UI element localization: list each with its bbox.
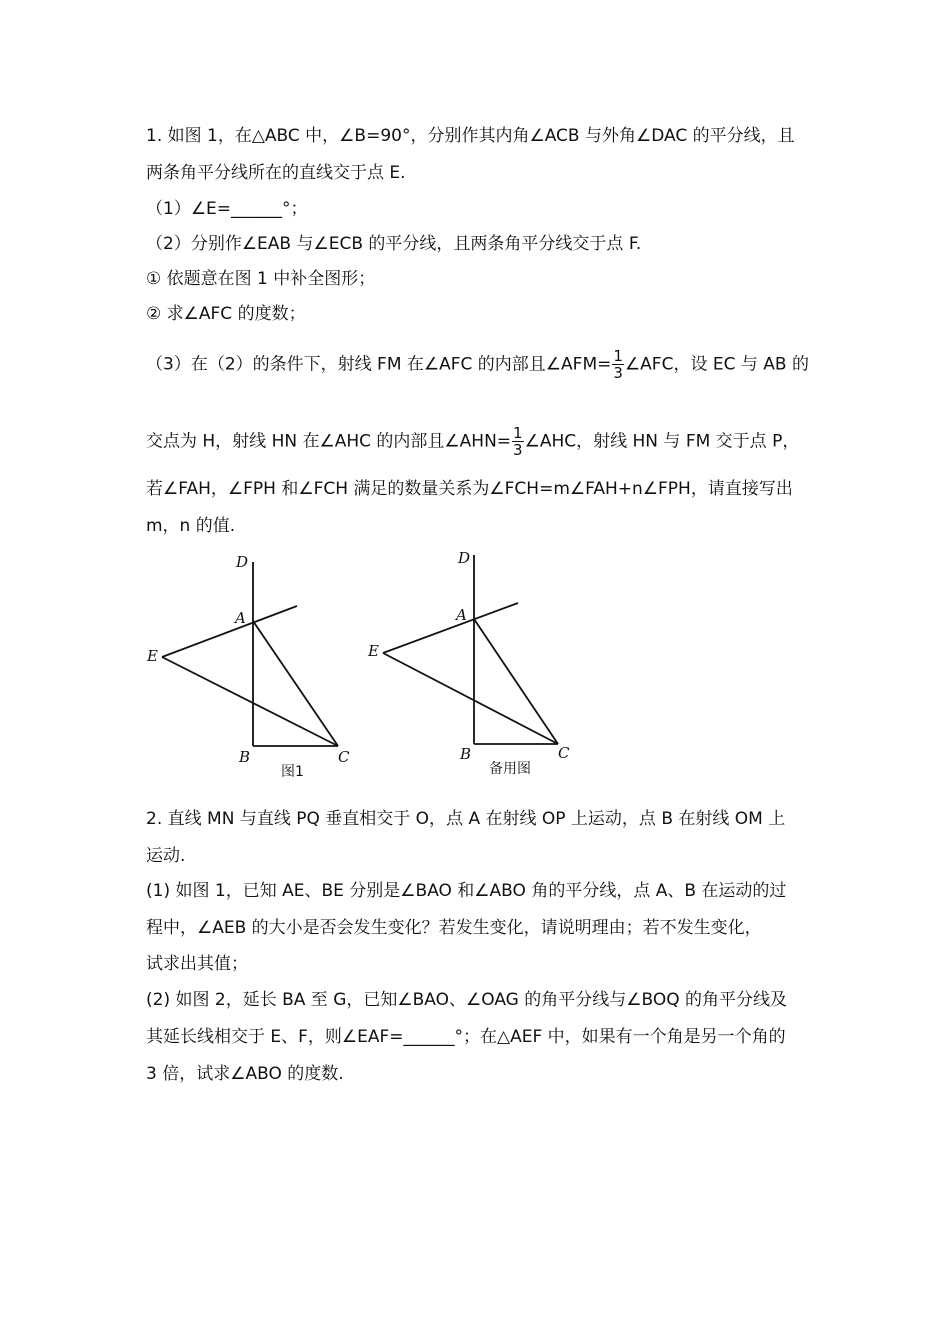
q1-sub2: ② 求∠AFC 的度数；: [146, 304, 306, 324]
figure-backup-labels: [367, 549, 570, 777]
label-C: C: [338, 748, 350, 766]
q1-part2: （2）分别作∠EAB 与∠ECB 的平分线，且两条角平分线交于点 F.: [146, 234, 642, 254]
q1-line-end: m，n 的值.: [146, 516, 236, 536]
fraction-one-third: [612, 348, 624, 381]
label-A: A: [235, 609, 246, 627]
q2-p1-a: (1) 如图 1，已知 AE、BE 分别是∠BAO 和∠ABO 角的平分线，点 A、B 在运动的过: [146, 881, 787, 901]
q2-p1-c: 试求出其值；: [146, 954, 248, 974]
line-EA-extended: [383, 603, 518, 653]
fraction-denominator: 3: [613, 364, 623, 382]
q1-line-h-text-b: ∠AHC，射线 HN 与 FM 交于点 P，: [524, 431, 800, 452]
q1-line1: 1. 如图 1，在△ABC 中，∠B=90°，分别作其内角∠ACB 与外角∠DAC 的平分线，且: [146, 126, 795, 146]
q1-part1: （1）∠E=______°；: [146, 199, 308, 219]
figure-backup-caption: 备用图: [489, 761, 531, 777]
q1-part3-text-b: ∠AFC，设 EC 与 AB 的: [624, 354, 809, 375]
fraction-numerator: 1: [513, 424, 523, 442]
label-E: E: [147, 647, 158, 665]
fraction-one-third-2: [512, 425, 524, 458]
label-C: C: [558, 744, 570, 762]
figure-backup: [383, 555, 558, 744]
q2-p1-b: 程中，∠AEB 的大小是否会发生变化？若发生变化，请说明理由；若不发生变化，: [146, 918, 762, 938]
q1-line2: 两条角平分线所在的直线交于点 E.: [146, 163, 406, 183]
label-D: D: [236, 553, 249, 571]
label-B: B: [239, 748, 251, 766]
figure-1: [162, 562, 338, 746]
q1-part3-text-a: （3）在（2）的条件下，射线 FM 在∠AFC 的内部且∠AFM=: [146, 354, 612, 375]
label-B: B: [460, 745, 472, 763]
q2-p2-b: 其延长线相交于 E、F，则∠EAF=______°；在△AEF 中，如果有一个角是另一个角的: [146, 1027, 786, 1047]
line-EC: [162, 657, 338, 746]
q1-line-rel: 若∠FAH，∠FPH 和∠FCH 满足的数量关系为∠FCH=m∠FAH+n∠FPH，请直接写出: [146, 479, 793, 499]
line-AC: [253, 621, 338, 746]
label-E: E: [368, 642, 379, 660]
q1-sub1: ① 依题意在图 1 中补全图形；: [146, 269, 376, 289]
fraction-numerator: 1: [613, 347, 623, 365]
line-EA-extended: [162, 606, 297, 657]
line-EC: [383, 653, 558, 744]
label-D: D: [458, 549, 471, 567]
fraction-denominator: 3: [513, 441, 523, 459]
q1-line-h-text-a: 交点为 H，射线 HN 在∠AHC 的内部且∠AHN=: [146, 431, 512, 452]
q1-line-h: [146, 425, 799, 458]
line-AC: [474, 619, 558, 744]
label-A: A: [456, 606, 467, 624]
q2-p2-c: 3 倍，试求∠ABO 的度数.: [146, 1064, 344, 1084]
figure-1-caption: 图1: [281, 764, 304, 780]
q2-line1: 2. 直线 MN 与直线 PQ 垂直相交于 O，点 A 在射线 OP 上运动，点 B 在射线 OM 上: [146, 809, 786, 829]
q2-line2: 运动.: [146, 846, 186, 866]
q1-part3: [146, 348, 809, 381]
figure-1-labels: [146, 553, 350, 780]
q2-p2-a: (2) 如图 2，延长 BA 至 G，已知∠BAO、∠OAG 的角平分线与∠BOQ 的角平分线及: [146, 990, 787, 1010]
